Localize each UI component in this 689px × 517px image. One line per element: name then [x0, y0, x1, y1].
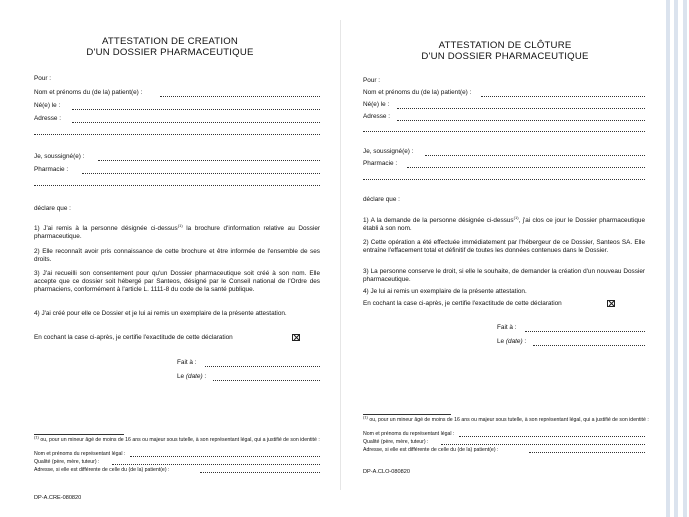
patient-name-label: Nom et prénoms du (de la) patient(e) :: [363, 89, 472, 96]
declaration-item-4: 4) J'ai créé pour elle ce Dossier et je lui ai remis un exemplaire de la présente attestation.: [34, 310, 287, 317]
footnote-rule: [34, 434, 124, 435]
address-field[interactable]: [72, 122, 320, 123]
creation-title: [20, 36, 320, 58]
footnote-body: ou, pour un mineur âgé de moins de 16 ans ou majeur sous tutelle, à son représentant légal, qui a justifié de son identité :: [367, 417, 649, 423]
creation-title-line2: D'UN DOSSIER PHARMACEUTIQUE: [86, 47, 254, 58]
footnote-text: [34, 434, 324, 443]
pharmacy-field-line2[interactable]: [363, 179, 645, 180]
legal-rep-quality-label: Qualité (père, mère, tuteur) :: [363, 439, 429, 445]
address-field[interactable]: [397, 120, 645, 121]
pour-label: Pour :: [34, 75, 52, 82]
legal-rep-quality-field[interactable]: [441, 444, 645, 445]
date-field[interactable]: [533, 345, 645, 346]
footnote-rule: [363, 414, 451, 415]
creation-form: [0, 0, 338, 517]
closure-form: [345, 0, 663, 517]
creation-title-line1: ATTESTATION DE CREATION: [101, 36, 239, 47]
item1-text: 1) J'ai remis à la personne désignée ci-dessus: [34, 225, 178, 232]
legal-rep-address-field[interactable]: [529, 452, 645, 453]
page-divider: [340, 20, 341, 490]
closure-title-line1: ATTESTATION DE CLÔTURE: [438, 40, 572, 51]
declare-label: déclare que :: [34, 205, 71, 212]
date-field[interactable]: [213, 380, 320, 381]
certify-checkbox[interactable]: [607, 300, 615, 307]
item1-footnote-ref: (1): [513, 214, 519, 220]
pour-label: Pour :: [363, 77, 381, 84]
done-at-field[interactable]: [525, 331, 645, 332]
pharmacy-field-line2[interactable]: [34, 185, 320, 186]
address-field-line2[interactable]: [363, 131, 645, 132]
item1-text-end: la brochure d'information relative au Dossier pharmaceutique.: [34, 225, 321, 240]
patient-name-field[interactable]: [160, 96, 320, 97]
date-word: (date): [185, 373, 203, 380]
footnote-marker: (1): [34, 434, 39, 440]
pharmacy-field[interactable]: [82, 173, 320, 174]
signatory-field[interactable]: [425, 155, 645, 156]
declaration-item-1: [363, 214, 645, 233]
birth-date-field[interactable]: [72, 109, 320, 110]
legal-rep-name-label: Nom et prénoms du représentant légal :: [34, 451, 126, 457]
certify-checkbox[interactable]: [292, 334, 300, 341]
closure-title-line2: D'UN DOSSIER PHARMACEUTIQUE: [421, 51, 589, 62]
decorative-stripe: [674, 0, 678, 517]
address-field-line2[interactable]: [34, 134, 320, 135]
patient-name-field[interactable]: [481, 96, 645, 97]
form-code: DP-A.CRE-080820: [34, 495, 82, 501]
item1-text: 1) A la demande de la personne désignée ci-dessus: [363, 217, 514, 224]
birth-date-label: Né(e) le :: [34, 102, 61, 109]
pharmacy-label: Pharmacie :: [34, 166, 69, 173]
legal-rep-name-field[interactable]: [130, 456, 320, 457]
item1-footnote-ref: (1): [177, 222, 183, 228]
done-at-label: Fait à :: [177, 359, 197, 366]
declaration-item-3: 3) La personne conserve le droit, si elle le souhaite, de demander la création d'un nouveau Dossier pharmaceutique.: [363, 268, 645, 283]
patient-name-label: Nom et prénoms du (de la) patient(e) :: [34, 89, 143, 96]
legal-rep-address-label: Adresse, si elle est différente de celle du (de la) patient(e) :: [34, 467, 170, 473]
declaration-item-4: 4) Je lui ai remis un exemplaire de la présente attestation.: [363, 288, 527, 295]
done-at-label: Fait à :: [497, 324, 517, 331]
declaration-item-3: 3) J'ai recueilli son consentement pour qu'un Dossier pharmaceutique soit créé à son nom. Elle accepte que ce dossier soit hébergé par Santeos, désigné par le Conseil national de l'Ordre des pharmaciens, conformément à l'article L. 1111-8 du code de la santé publique.: [34, 270, 320, 293]
decorative-stripe: [666, 0, 670, 517]
address-label: Adresse :: [363, 113, 390, 120]
legal-rep-address-field[interactable]: [200, 472, 320, 473]
birth-date-field[interactable]: [397, 108, 645, 109]
date-label: Le (date) :: [497, 338, 527, 345]
legal-rep-name-field[interactable]: [459, 436, 645, 437]
legal-rep-quality-label: Qualité (père, mère, tuteur) :: [34, 459, 100, 465]
pharmacy-label: Pharmacie :: [363, 160, 398, 167]
date-le: Le: [497, 338, 505, 345]
address-label: Adresse :: [34, 115, 61, 122]
legal-rep-name-label: Nom et prénoms du représentant légal :: [363, 431, 455, 437]
item1-text-end: , j'ai clos ce jour le Dossier pharmaceutique établi à son nom.: [363, 217, 645, 232]
footnote-text: [363, 414, 649, 423]
declaration-item-1: [34, 222, 321, 241]
footnote-body: ou, pour un mineur âgé de moins de 16 ans ou majeur sous tutelle, à son représentant légal, qui a justifié de son identité :: [38, 437, 320, 443]
certify-text: En cochant la case ci-après, je certifie l'exactitude de cette déclaration: [363, 300, 562, 307]
date-label: Le (date) :: [177, 373, 207, 380]
closure-title: [365, 40, 645, 62]
signatory-label: Je, soussigné(e) :: [34, 153, 85, 160]
form-code: DP-A.CLO-080820: [363, 469, 410, 475]
legal-rep-quality-field[interactable]: [112, 464, 320, 465]
decorative-stripe: [683, 0, 687, 517]
done-at-field[interactable]: [205, 366, 320, 367]
legal-rep-address-label: Adresse, si elle est différente de celle du (de la) patient(e) :: [363, 447, 499, 453]
declare-label: déclare que :: [363, 196, 400, 203]
declaration-item-2: 2) Cette opération a été effectuée immédiatement par l'hébergeur de ce Dossier, Santeos SA. Elle entraîne l'effacement total et définitif de toutes les données contenues dans le Dossier.: [363, 239, 645, 254]
declaration-item-2: 2) Elle reconnaît avoir pris connaissance de cette brochure et être informée de l'ensemble de ses droits.: [34, 248, 320, 263]
birth-date-label: Né(e) le :: [363, 101, 390, 108]
footnote-marker: (1): [363, 414, 368, 420]
signatory-label: Je, soussigné(e) :: [363, 148, 414, 155]
certify-text: En cochant la case ci-après, je certifie l'exactitude de cette déclaration: [34, 334, 233, 341]
date-le: Le: [177, 373, 185, 380]
date-word: (date): [505, 338, 523, 345]
signatory-field[interactable]: [98, 160, 320, 161]
pharmacy-field[interactable]: [407, 167, 645, 168]
